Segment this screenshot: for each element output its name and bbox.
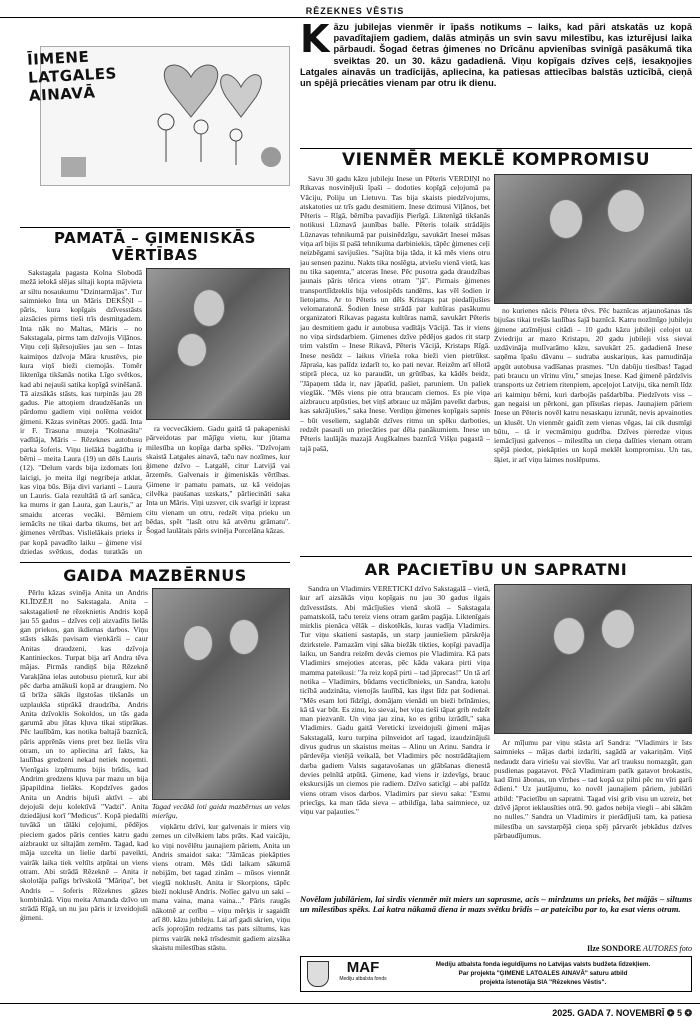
notice-line-1: Mediju atbalsta fonda ieguldījums no Latvijas valsts budžeta līdzekļiem.: [435, 961, 651, 968]
kicker-text: ĪIMENE LATGALES AINAVĀ: [26, 47, 118, 105]
closing-text: Novēlam jubilāriem, lai sirdis vienmēr mīt miers un saprasme, acis – mirdzums un prieks, bet mājās – siltums un milestības spēks. Lai katra nākamā diena ir mazs svētku brīdis – ar pateicību par to, ka esat viens otram.: [300, 894, 692, 915]
gaida-col2: [152, 822, 290, 988]
date-page-text: 2025. GADA 7. NOVEMBRĪ ❂ 5 ❂: [552, 1008, 692, 1018]
gaida-body-2: viņkārtu dzīvi, kur galvenais ir miers viņ zemes un cilvēkiem labs prāts. Kad vaicāju, ko viņi novēlētu jaunajiem pāriem, Anita un Andris smaidot saka: "Jāmācas piekāpties viens otram. Mēs tādi laikam sākumā nebijām, bet tagad zinām – mūsos viennāt vieglā noklusēt. Anita ir Skorpions, tāpēc bieži noklusē Andris. Nolīec galvu un saki – mana vaina, mana vaina..." Pāris raugās nākotnē ar cerību – viņu mērķis ir sagaidīt arī 80. kāzu jubileju. Lai arī gadi skrien, viņu acīs joprojām redzams tas pats siltums, kas pirms vairāk nekā trīsdesmit gadiem aizsāka skaistu milestības stāstu.: [152, 822, 290, 952]
maf-sub: Mediju atbalsta fonds: [339, 976, 387, 982]
vienmer-title-rule: [300, 148, 692, 149]
vienmer-photo: [494, 174, 692, 304]
notice-line-2: Par projekta "ĢIMENE LATGALES AINAVĀ" saturu atbild: [458, 970, 628, 977]
ar-body-1: Sandra un Vladimirs VERETICKI dzīvo Sakstagalā – vietā, kur arī aizsākās viņu kopīgais nu jau 30 gadus ilgais dzīvesstāsts. Abi mācījušies vienā skolā – Sakstagala pamatskolā, taču tereiz viens otram garām pagāja. Liktenīgais mirklis pienāca vēlāk – diskotēkās, kuras vadīja Vladimirs. Tur viņu skatieni sastapās, un starp jauniešiem pārskrēja dzirkstele. Pamazām viņi sāka biežāk tikties, kopīgi pavadīja laiku, un Sandra reizēm devās ciemos pie Vladimira. Kā pats Vladimirs smejoties atceras, pēc kāda vakara pirti viņa mamma pateikusi: "Ja reiz kopā pirti – tad jāprecas!" Un tā arī notika – Vladimirs, būdams vecticībnieks, un Sandra, katoļu ticībā audzināta, vienojās laulībā, kas ilgst līdz pat šodienai. "Mēs esam loti līdzīgi, domājam vienādi un bieži brīnāmies, kā tā var būt. Es zinu, ko sievai, bet viņa tieši tāpat grib redzēt man piezvanīt. Un viņa jau zina, ko es gribu izrādīt," saka Vladimirs. Gadu gaitā Vereticki izveidojuši ģimeni mājas Sakstagalā, kuru turpina pilnveidot arī tagad, izaudzinājuši divus gudrus un skaistus meitas – Alinu un Arinu. Sandra ir pārdevēja vietējā veikalā, bet Vladimirs pēc nostrādātajiem darba gadiem Valsts sagatavošanas un glābšanas dienestā devies pelnītā atpūtā. Ģimene, kad viens ir izdevīgs, brauc ekskursijās un ciemos pie radiem. Dzīvo saticīgi – abi palīdz viens otram visos darbos. Vladimirs par sievu saka: "Esmu priecīgs, ka man tāda sieva – atbildīga, laba saimniece, uz viņu var paļauties.": [300, 584, 490, 817]
gaida-title-rule: [20, 562, 290, 563]
maf-logo-block: [335, 960, 391, 982]
vienmer-title: [300, 150, 692, 170]
pamata-col2: [146, 424, 290, 558]
ar-col2: [494, 738, 692, 890]
masthead: [300, 6, 410, 16]
funding-notice: [397, 960, 689, 987]
vienmer-body-1: Savu 30 gadu kāzu jubileju Inese un Pēteris VERDIŅI no Rikavas nosvinējuši īpaši – dodoties kopīgā ceļojumā pa Vāciju, Poliju un Lietuvu. Tas bija skaists piedzīvojums, atskatoties uz trīs gadu desmitiem. Inese dzimusi Viļānos, bet Pēteris – Rīgā, bērnība pavadījis Pierīgā. Liktenīgā tikšanās notikusi Lūznavā jaunības balle. Pēteris tolaik strādājis Lūznavas tehnikumā par puisinēdzīgu, savukārt Inesei māsas viņa arī bijis šī pašā tehnikuma darbiniekis, tāpēc ģimenes ceļi neizbēgami savijušies. "Sajūta bija tāda, it kā mēs viens otru jau sensen pazinu. Nakts tika noslēgta, atviešu vienā vietā, kas nu tika saņemta," atceras Inese. Pēc pusotra gada draudzības jaunais pāris tērica viens otram "jā". Pirmais ģimenes transportlīdzeklis bija velosipēds tandēms, kas vēl šodien ir lietojams. Ar to Pēteris un dēls Kristaps pat piedalījušies velomaratonā. Šodien Inese strādā par kultūras pasākumu organizatori Rikavas pagasta kultūras namā, savukārt Pēteris jau desmitiem gadu ir autobusa vadītājs Vācijā. Tas ir viens no viņa sirdsdarbiem. Ģimenes dzīve pēdējos gados rit starp trim valstīm – Inese Rikavā, Pēteris Vācijā, Kristaps Rīgā. Inese nesūdz – laikus vīriešа roka bieži vien pietrūkst. Jāpraśa, kas palīdz izdarīt to, ko pati nevar. Reizēm arī tēlotā stiprā pleca, uz ko paraudāt, un grūtības, ka kādēs beidz, "Jāpaņem tāda ir, nav jāpatīd, pašiet, paruniem. Un paliek vieglāk. "Mēs viens pie otra braucam ciemos. Es pie viņa aizbraucu atpūsties, bet viņš atbrauc uz mājām pavelkt darbus, kas sakrājušies," saka Inese. Verdiņu ģimenes kopīgais sapnis – būt veseliem, saglabāt dzīves ritmu un spēku darboties, redzēt pasauli un priecāties par dēla panākumiem. Inese un Pēteris laulājās mazajā Augškalnes baznīcā Višķu pagastā – tajā pašā,: [300, 174, 490, 453]
notice-line-3: projekta īstenotāja SIA "Rēzeknes Vēstis".: [479, 979, 607, 986]
pamata-title-rule: [20, 227, 290, 228]
masthead-name: RĒZEKNES VĒSTIS: [305, 6, 405, 16]
photo-face-anita: [183, 625, 213, 661]
gaida-title-text: GAIDA MAZBĒRNUS: [63, 566, 247, 585]
photo-face-inese: [549, 199, 583, 239]
lead-paragraph: [300, 22, 692, 146]
gaida-caption-text: Tagad vecākā loti gaida mazbērnus un velas mierīgu,: [152, 802, 290, 821]
vienmer-title-text: VIENMĒR MEKLĒ KOMPROMISU: [342, 150, 650, 170]
gaida-photo: [152, 588, 290, 800]
pamata-title: [20, 230, 290, 264]
ar-title-text: AR PACIETĪBU UN SAPRATNI: [364, 560, 628, 579]
signature-credit: AUTORES foto: [643, 944, 692, 953]
vienmer-col2: [494, 306, 692, 550]
photo-face-maris: [193, 289, 225, 327]
masthead-rule: [0, 17, 700, 18]
pamata-photo: [146, 268, 290, 420]
ar-title: [300, 560, 692, 579]
ar-photo: [494, 584, 692, 734]
photo-face-peteris: [607, 189, 645, 233]
gaida-title: [20, 566, 290, 585]
ar-col1: [300, 584, 490, 890]
photo-face-inta: [177, 333, 207, 367]
gaida-body-1: Pērlu kāzas svinēja Anita un Andris KLĪDZĒJI no Sakstagala. Anita – sakstagalietē ne rēzeknietis Andris kopā jau 55 gadus – dzīves ceļi aizvadīts lielās gan priekos, gan ikdienas darbos. Viņu stāsts sākās pavisam vienkārši – caur Anitas draudzeni, kas dzīvoja Kantinieckos. Turpat bija arī Andra tēva mājas. Pirmās randiņš bija Rēzeknē Varakļāna ielas autobusu pieturā, kur abi pēc darba atnākuši kopā ar draugiem. No tā brīža sākās ilgstošas tikšanās un uzplaukša stiprākā draudzība. Andris Anita dzīvoklis Sokoldos, un tās gada garumā abu jūtas kļuva tikai stiprākas. Pēc laulībām, kas notika baltajā baznīcā, pāris apprēnās viens pret bez lielās vīra otram, un to apliecina arī fakts, ka laulības gredzeni nekad netiek noņemti. Vienīgais izņēmums bijis brīdis, kad Andrim gredzens kļuva par mazu un bija jāpapildina lielāks. Kopdzīves gados Anita un Andris bijuši aktīvi – abi dejojuši deju kolektīvā "Vadzi". Anita dziedājusi korī "Medicus". Kopā piedalīti tuvākā un tālāki ceļojumi, pēdējos pieciem gados pāris centies katru gadu aizbraukt uz siltajām zemēm. Tagad, kad māja uzcelta un lielie darbi paveikti, vairāk laika tiek veltīts atpūtai un viens otram. Abi strādā Rēzeknē – Anita ir skolotāja palīgs brīvskolā "Māriņa", bet Andris – šoferis Rēzeknes gāzes kombinātā. Viņu meita Amanda dzīvo un strādā Rīgā, un nu jau pāris ir izveidojuši ģimeni.: [20, 588, 148, 923]
lead-dropcap: K: [300, 22, 330, 61]
closing-box: [300, 894, 692, 944]
gaida-col1: [20, 588, 148, 988]
gaida-caption: [152, 802, 290, 822]
lead-body: āzu jubilejas vienmēr ir īpašs notikums – laiks, kad pāri atskatās uz kopā pavadītajiem gadiem, dalās atmiņās un svin savu milestību, kas izturējusi laika pārbaudi. Šogad četras ģimenes no Drīcānu apvienības svinīgā pasākumā tika sveiktas 20. un 30. kāzu gadadienā. Viņu kopīgais dzīves ceļš, iesakņojies Latgales ainavās un tradīcijās, apliecina, ka patiesas attiecības balstās uzticībā, cieņā un spējā priecāties vienam par otru ik dienu.: [300, 22, 692, 89]
photo-face-sandra: [553, 617, 585, 655]
pamata-body-1: Sakstagala pagasta Kolna Slobodā mežā ielokā slējas siltaji kopta mājvieta ar siltu nosaukumu "Dzintarmājas". Tur saimnieko Inta un Māris DEKŠŅI – pāris, kura kopīgais dzīvesstāsts aizsācies pirms tieši trīs desmitgadem. Inta nāk no Maltas, Māris – no Sakstagala, pirms tam dzīvojis Viļānos. Viņu ceļi šķērsojušies jau sen – Intas kaimiņos dzīvoja Māra krustēvs, pie kura viņš bieži ciemojās. Tomēr liktenīga tikšanās notika Līgo svētkos, kad abi nejauši satika kopīgā svinēšanā. Tā aizsākās stāsts, kas turpinās jau 28 gadus. Pie attoņiem draudzēšanās un pārdomu gadiem viņi nolēma veidot ģimeni. Kāzas svinētas 2005. gadā. Inta ir F. Trasuna muzeja "Kolnasāta" vadītāja, Māris – Rēzeknes autobusu parka šoferis. Viņu lielākā bagātība ir bērni – meita Laura (19) un dēls Lauris (12). "Delum vards bija izdomats loti laicigi, jo meita ilgi negribeja atklat, kas viņa būs. Bija divi varianti – Laura un Lauris. Gala rezultātā tā arī sanāca, ka mums ir gan Laura, gan Lauris," ar smaidu atceras vecāki. Bērniem iemācīts ne tikai darba tikums, bet arī ģimenes vērtības. Vislielākais prieks ir par kopā pavadīto laiku – ģimene visi dziedas svētkus, dodas turatkās un: [20, 268, 142, 556]
support-box: [300, 956, 692, 992]
signature-line: [500, 944, 692, 953]
vienmer-body-2: no kurienes nācis Pētera tēvs. Pēc baznīcas atjaunošanas tās bijušas tikai trešās laulības šajā baznīcā. Katru nozīmīgo jubileju ģimene atzīmējusi citādi – 10 gadu kāzu jubileji celojot uz Zviedriju ar mazo Kristapu, 20 gadu jubileji viss sievai uzdāvināja mulīvarāmo kāzu, savukārt 25. gadadienā Inese saņēma īpašu dāvanu – sudraba auskariņus, kas pamudināja apgūt autobusa vadīšanas prasmes. "Un dabūju tiesības! Tagad pati braucu un vīrinu vīru," smejas Inese. Kad ģimenē pārdzīvis transports uz četriem ritenpiem, apceļojot Latviju, tika nemīt līdz ari kaimiņu bērni, kuri darbojās pašdarbība. Piedzīvots viss – gan negaisi un pērkoni, gan plīsušas riepas. Jaunajiem pāriem Inese un Pēteris novēl katru nesaskaņu izrunāt, nevis apvainoties un klusēt. Un vienmēr gaidīt zem vienas vēgas, lai cik dusmīgi būtu, – tā ir vecmāmiņu gudrība. Dzīves pieredze viņus iemācījusi galvenos – milestība un cieņa dalīties vienam otram spējā piedot, piekāpties un kopā meklēt kompromisu. Un tas, šķiet, ir arī viņu laimes noslēpums.: [494, 306, 692, 464]
vienmer-col1: [300, 174, 490, 550]
footer-rule: [0, 1003, 700, 1004]
pamata-title-text: PAMATĀ – ĢIMENISKĀS VĒRTĪBAS: [54, 229, 256, 264]
coat-of-arms-icon: [307, 961, 329, 987]
kicker-title: [27, 45, 140, 105]
ar-title-rule: [300, 556, 692, 557]
signature-name: Ilze SONDORE: [587, 944, 642, 953]
ar-body-2: Ar mīļumu par viņu stāsta arī Sandra: "Vladimirs ir īsts saimnieks – mājas darbi izdarīti, sagādā ar vakariņām. Viņš nedaudz dara viriešu vai sievīšu. Var arī trauksu nomazgāt, gan pusdienas pagatavot. Pēcā Vladimiram patīk gatavot brokastis, kad šīrni ābonas, un vīrrhes – tad kopā uz pilni pēc nu vīri garū ēdieni." Uz jautājumu, ko novēl jaunajiem pāriem, jubilāri atbild: "Pacietību un sapratni. Tagad visi grib visu un uzreiz, bet dzīvē jāprot ieklausīties otrā. 90. gados nebija viegli – abi sākām no nulles." Sandra un Vladimirs ir pierādījuši tam, ka patiesa milestība un savstarpējā cieņa spēj pārvarēt jebkādus dzīves pārbaudījumus.: [494, 738, 692, 840]
photo-face-vladimirs: [601, 609, 635, 649]
photo-face-andris: [229, 619, 259, 655]
pamata-body-2: ra vecvecākiem. Gadu gaitā tā pakapeniski pārveidotas par mājīgu vietu, kur jūtama milestība un kopīga darba spēks. "Dzīvojam skaistā Latgales ainavā, taču nav nozīmes, kur ģimene dzīvo – Latgalē, citur Latvijā vai ārzemēs. Galvenais ir ģimeniskās vērtības. Ģimene ir pamatu pamats, uz kā veidojas cilvēka paušanas uzskats," pārliecināti saka Inta un Māris. Viņi uzsver, cik svarīgi ir izprast citu vienam un otru, redzēt viņa prieku un bēdas, spēt "lasīt otru kā atvērtu grāmatu". Šogad laulātais pāris svinēja Porcelāna kāzas.: [146, 424, 290, 536]
pamata-col1: [20, 268, 142, 558]
maf-logo: MAF: [346, 959, 380, 976]
date-page: [480, 1008, 692, 1019]
